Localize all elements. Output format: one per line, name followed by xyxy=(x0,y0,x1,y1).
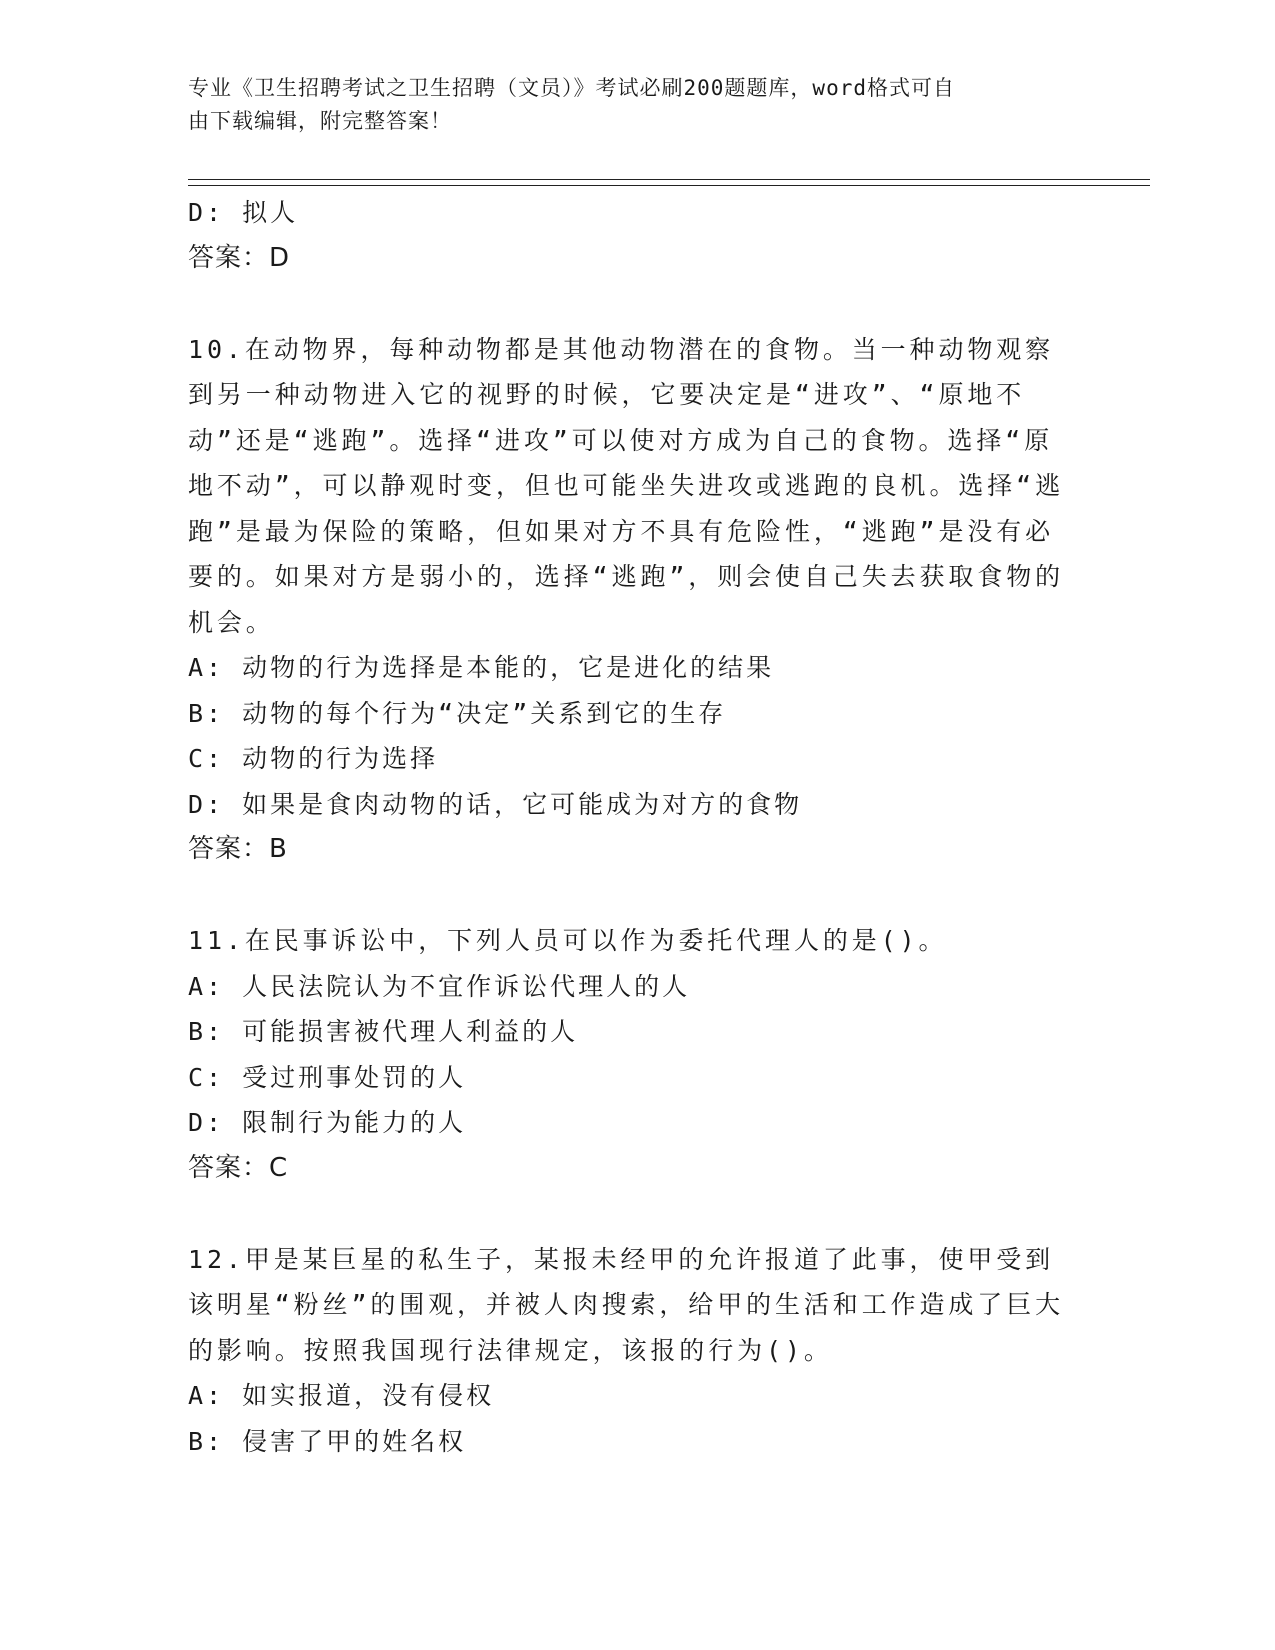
option-b: B: 可能损害被代理人利益的人 xyxy=(188,1017,579,1046)
header-line-2: 由下载编辑，附完整答案！ xyxy=(188,109,452,133)
question-stem: 12.甲是某巨星的私生子，某报未经甲的允许报道了此事，使甲受到该明星“粉丝”的围观，并被人肉搜索，给甲的生活和工作造成了巨大的影响。按照我国现行法律规定，该报的行为()。 xyxy=(188,1244,1065,1365)
spacer xyxy=(188,1191,1088,1237)
option-a: A: 人民法院认为不宜作诉讼代理人的人 xyxy=(188,971,691,1001)
spacer xyxy=(188,281,1088,327)
option-d: D: 拟人 xyxy=(188,198,299,227)
option-d: D: 限制行为能力的人 xyxy=(188,1108,467,1137)
spacer xyxy=(188,873,1088,919)
option-d: D: 如果是食肉动物的话，它可能成为对方的食物 xyxy=(188,789,803,819)
option-b: B: 侵害了甲的姓名权 xyxy=(188,1426,467,1456)
option-b: B: 动物的每个行为“决定”关系到它的生存 xyxy=(188,698,727,728)
question-12 xyxy=(188,1237,1088,1465)
page-header xyxy=(188,72,1068,138)
option-a: A: 动物的行为选择是本能的，它是进化的结果 xyxy=(188,653,775,682)
option-a: A: 如实报道，没有侵权 xyxy=(188,1381,495,1410)
question-10 xyxy=(188,327,1088,873)
option-c: C: 受过刑事处罚的人 xyxy=(188,1062,467,1092)
answer-line: 答案：C xyxy=(188,1152,289,1183)
question-11 xyxy=(188,918,1088,1191)
header-line-1: 专业《卫生招聘考试之卫生招聘（文员）》考试必刷200题题库，word格式可自 xyxy=(188,76,955,100)
answer-line: 答案：D xyxy=(188,242,291,273)
question-stem: 11.在民事诉讼中，下列人员可以作为委托代理人的是()。 xyxy=(188,926,948,955)
question-stem: 10.在动物界，每种动物都是其他动物潜在的食物。当一种动物观察到另一种动物进入它的视野的时候，它要决定是“进攻”、“原地不动”还是“逃跑”。选择“进攻”可以使对方成为自己的食物。选择“原地不动”，可以静观时变，但也可能坐失进攻或逃跑的良机。选择“逃跑”是最为保险的策略，但如果对方不具有危险性，“逃跑”是没有必要的。如果对方是弱小的，选择“逃跑”，则会使自己失去获取食物的机会。 xyxy=(188,334,1065,637)
document-body xyxy=(188,190,1088,1464)
option-c: C: 动物的行为选择 xyxy=(188,744,439,773)
header-divider xyxy=(188,179,1150,186)
previous-question-tail xyxy=(188,190,1088,281)
answer-line: 答案：B xyxy=(188,834,288,864)
